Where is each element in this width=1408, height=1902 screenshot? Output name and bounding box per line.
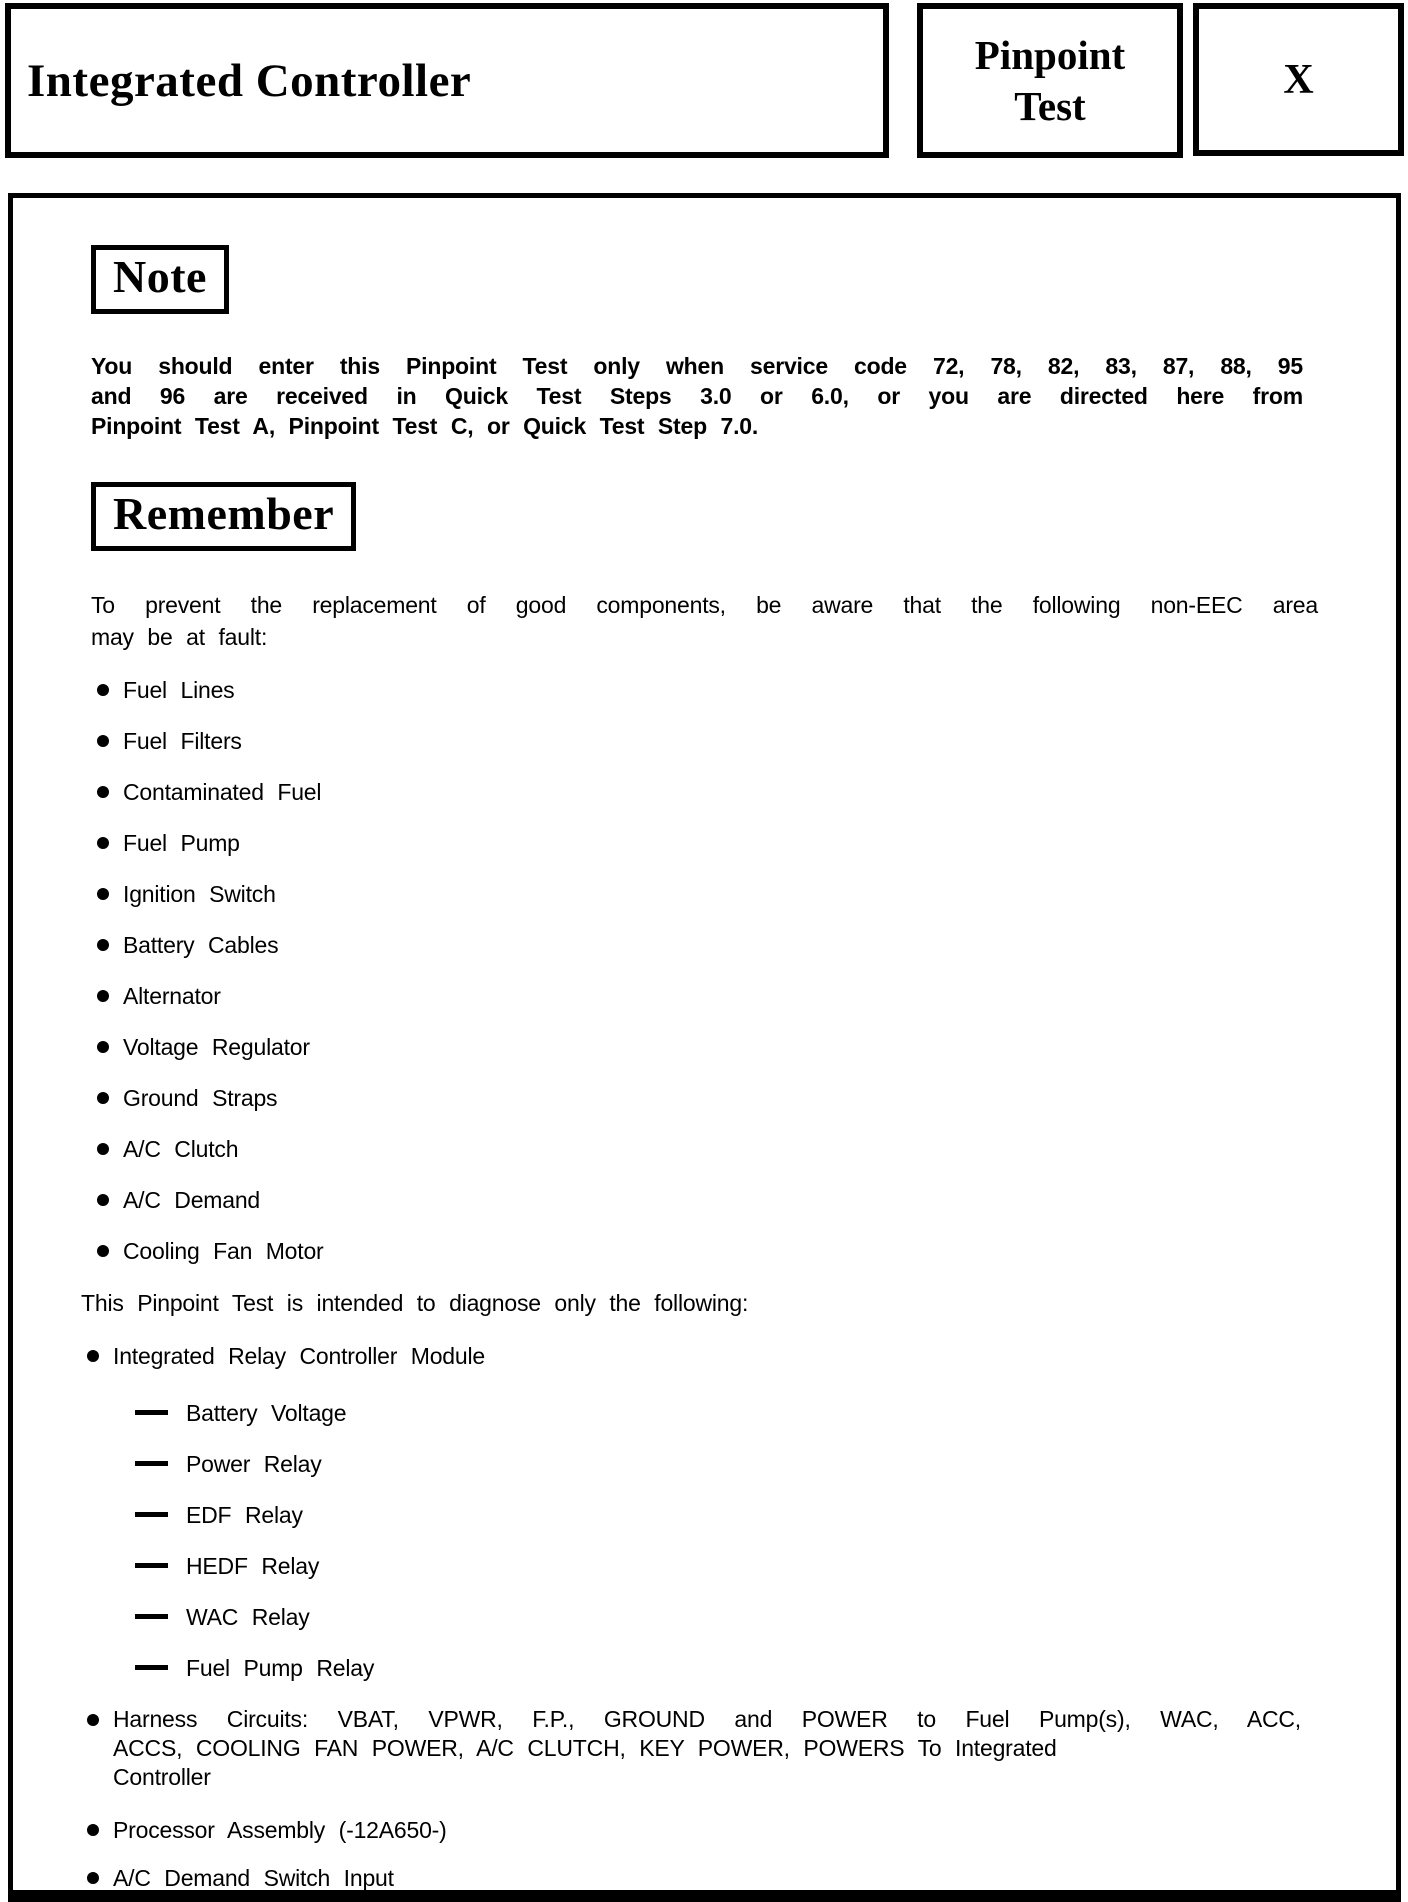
harness-line: Controller <box>113 1764 211 1790</box>
bullet-icon <box>97 990 109 1002</box>
module-subitem-label: Battery Voltage <box>186 1400 347 1426</box>
remember-intro-line: may be at fault: <box>91 624 268 650</box>
fault-list-item <box>79 1083 1376 1113</box>
fault-list-item <box>79 1185 1376 1215</box>
module-sublist-item <box>79 1602 1376 1632</box>
module-item-label: Integrated Relay Controller Module <box>113 1343 485 1369</box>
test-letter-box <box>1193 3 1404 156</box>
harness-line: ACCS, COOLING FAN POWER, A/C CLUTCH, KEY POWER, POWERS To Integrated <box>113 1735 1057 1761</box>
note-paragraph <box>91 351 1303 441</box>
fault-list-item <box>79 879 1376 909</box>
fault-item-label: Alternator <box>123 983 221 1009</box>
fault-list-item <box>79 726 1376 756</box>
fault-list-item <box>79 1236 1376 1266</box>
bullet-icon <box>87 1350 99 1362</box>
bullet-icon <box>97 939 109 951</box>
dash-icon <box>135 1410 168 1415</box>
remember-heading-box <box>91 482 356 551</box>
processor-assembly-label: Processor Assembly (-12A650-) <box>113 1817 447 1843</box>
diagnose-list-item <box>79 1341 1376 1371</box>
fault-item-label: Fuel Lines <box>123 677 235 703</box>
diagnose-list <box>79 1341 1376 1371</box>
module-subitem-label: Power Relay <box>186 1451 322 1477</box>
harness-line: Harness Circuits: VBAT, VPWR, F.P., GROUND and POWER to Fuel Pump(s), WAC, ACC, <box>113 1706 1301 1732</box>
bullet-icon <box>97 1245 109 1257</box>
note-heading-box <box>91 245 229 314</box>
note-line: and 96 are received in Quick Test Steps 3.0 or 6.0, or you are directed here from <box>91 383 1303 409</box>
bullet-icon <box>97 1092 109 1104</box>
bullet-icon <box>97 1143 109 1155</box>
dash-icon <box>135 1461 168 1466</box>
module-sublist-item <box>79 1398 1376 1428</box>
note-line: You should enter this Pinpoint Test only when service code 72, 78, 82, 83, 87, 88, 95 <box>91 353 1303 379</box>
content-frame <box>8 193 1401 1902</box>
fault-item-label: Cooling Fan Motor <box>123 1238 324 1264</box>
remember-intro-line: To prevent the replacement of good components, be aware that the following non-EEC area <box>91 592 1318 618</box>
dash-icon <box>135 1614 168 1619</box>
fault-item-label: Ignition Switch <box>123 881 276 907</box>
harness-circuits-item <box>79 1705 1376 1792</box>
diagnose-intro: This Pinpoint Test is intended to diagnose only the following: <box>81 1290 749 1316</box>
diagnose-list-continued <box>79 1705 1376 1893</box>
bullet-icon <box>97 1041 109 1053</box>
fault-list-item <box>79 675 1376 705</box>
module-sublist-item <box>79 1551 1376 1581</box>
note-heading: Note <box>113 251 207 302</box>
module-sublist-item <box>79 1500 1376 1530</box>
fault-item-label: A/C Demand <box>123 1187 261 1213</box>
fault-list-item <box>79 828 1376 858</box>
page-title: Integrated Controller <box>27 54 472 107</box>
remember-heading: Remember <box>113 488 335 539</box>
module-subitem-label: WAC Relay <box>186 1604 310 1630</box>
bullet-icon <box>97 837 109 849</box>
remember-intro-paragraph <box>91 589 1318 653</box>
fault-list-item <box>79 1134 1376 1164</box>
ac-demand-switch-label: A/C Demand Switch Input <box>113 1865 394 1891</box>
module-sublist <box>79 1398 1376 1683</box>
module-subitem-label: EDF Relay <box>186 1502 303 1528</box>
fault-item-label: A/C Clutch <box>123 1136 239 1162</box>
fault-list-item <box>79 981 1376 1011</box>
pinpoint-test-label-line2: Test <box>1014 82 1086 129</box>
pinpoint-test-box <box>917 3 1183 158</box>
module-subitem-label: HEDF Relay <box>186 1553 320 1579</box>
fault-list <box>79 675 1376 1266</box>
bullet-icon <box>97 888 109 900</box>
fault-item-label: Ground Straps <box>123 1085 278 1111</box>
bullet-icon <box>87 1872 99 1884</box>
ac-demand-switch-item <box>79 1863 1376 1893</box>
fault-list-item <box>79 1032 1376 1062</box>
page-title-box <box>5 3 889 158</box>
fault-list-item <box>79 930 1376 960</box>
dash-icon <box>135 1563 168 1568</box>
bullet-icon <box>97 735 109 747</box>
bullet-icon <box>97 684 109 696</box>
fault-item-label: Fuel Pump <box>123 830 240 856</box>
fault-item-label: Contaminated Fuel <box>123 779 322 805</box>
fault-list-item <box>79 777 1376 807</box>
dash-icon <box>135 1512 168 1517</box>
module-sublist-item <box>79 1653 1376 1683</box>
test-letter: X <box>1283 56 1314 103</box>
module-subitem-label: Fuel Pump Relay <box>186 1655 375 1681</box>
module-sublist-item <box>79 1449 1376 1479</box>
dash-icon <box>135 1665 168 1670</box>
bullet-icon <box>97 1194 109 1206</box>
pinpoint-test-label-line1: Pinpoint <box>974 32 1126 79</box>
bullet-icon <box>97 786 109 798</box>
fault-item-label: Voltage Regulator <box>123 1034 310 1060</box>
note-line: Pinpoint Test A, Pinpoint Test C, or Quick Test Step 7.0. <box>91 413 759 439</box>
harness-circuits-text <box>113 1705 1301 1792</box>
bullet-icon <box>87 1824 99 1836</box>
processor-assembly-item <box>79 1815 1376 1845</box>
bullet-icon <box>87 1714 99 1726</box>
fault-item-label: Battery Cables <box>123 932 279 958</box>
fault-item-label: Fuel Filters <box>123 728 242 754</box>
